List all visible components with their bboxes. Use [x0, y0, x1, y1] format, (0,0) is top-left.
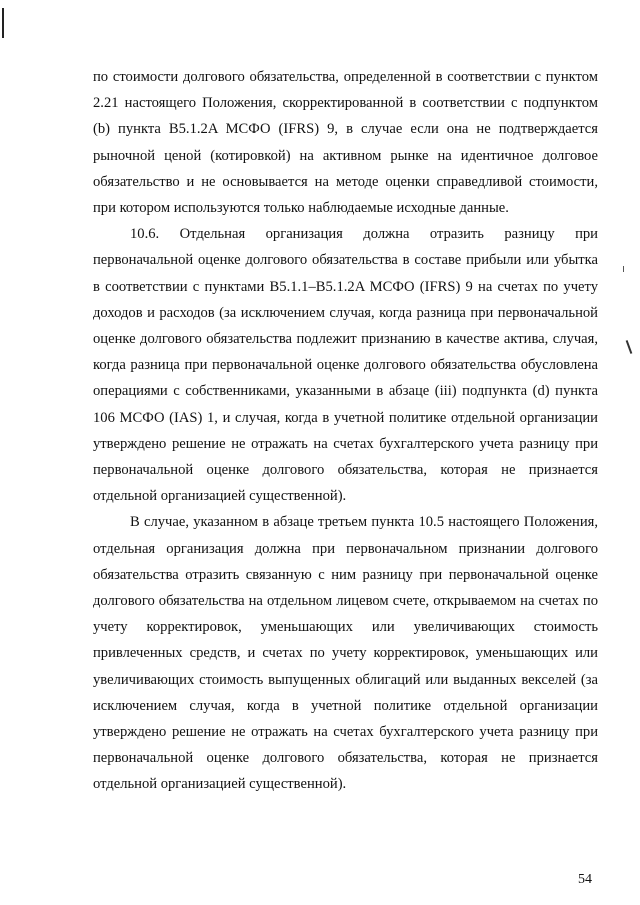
- paragraph-continuation: по стоимости долгового обязательства, определенной в соответствии с пунктом 2.21 настоящего Положения, скорректированной в соответствии с подпунктом (b) пункта B5.1.2A МСФО (IFRS) 9, в случае если она не подтверждается рыночной ценой (котировкой) на активном рынке на идентичное долговое обязательство и не основывается на методе оценки справедливой стоимости, при котором используются только наблюдаемые исходные данные.: [93, 69, 598, 217]
- scan-artifact-mark-right: [626, 340, 633, 354]
- scan-artifact-mark: [2, 8, 4, 38]
- paragraph-case-10-5: В случае, указанном в абзаце третьем пункта 10.5 настоящего Положения, отдельная организация должна при первоначальном признании долгового обязательства отразить связанную с ним разницу при первоначальной оценке долгового обязательства на отдельном лицевом счете, открываемом на счетах по учету корректировок, уменьшающих или увеличивающих стоимость привлеченных средств, и счетах по учету корректировок, уменьшающих или увеличивающих стоимость выпущенных облигаций или выданных векселей (за исключением случая, когда в учетной политике отдельной организации утверждено решение не отражать на счетах бухгалтерского учета разницу при первоначальной оценке долгового обязательства, которая не признается отдельной организацией существенной).: [93, 514, 598, 793]
- scan-artifact-dot: [623, 266, 624, 272]
- paragraph-10-6: 10.6. Отдельная организация должна отразить разницу при первоначальной оценке долгового обязательства в составе прибыли или убытка в соответствии с пунктами B5.1.1–B5.1.2A МСФО (IFRS) 9 на счетах по учету доходов и расходов (за исключением случая, когда разница при первоначальной оценке долгового обязательства подлежит признанию в качестве актива, случая, когда разница при первоначальной оценке долгового обязательства обусловлена операциями с собственниками, указанными в абзаце (iii) подпункта (d) пункта 106 МСФО (IAS) 1, и случая, когда в учетной политике отдельной организации утверждено решение не отражать на счетах бухгалтерского учета разницу при первоначальной оценке долгового обязательства, которая не признается отдельной организацией существенной).: [93, 226, 598, 505]
- page-number: 54: [578, 872, 592, 887]
- body-text: [93, 64, 598, 798]
